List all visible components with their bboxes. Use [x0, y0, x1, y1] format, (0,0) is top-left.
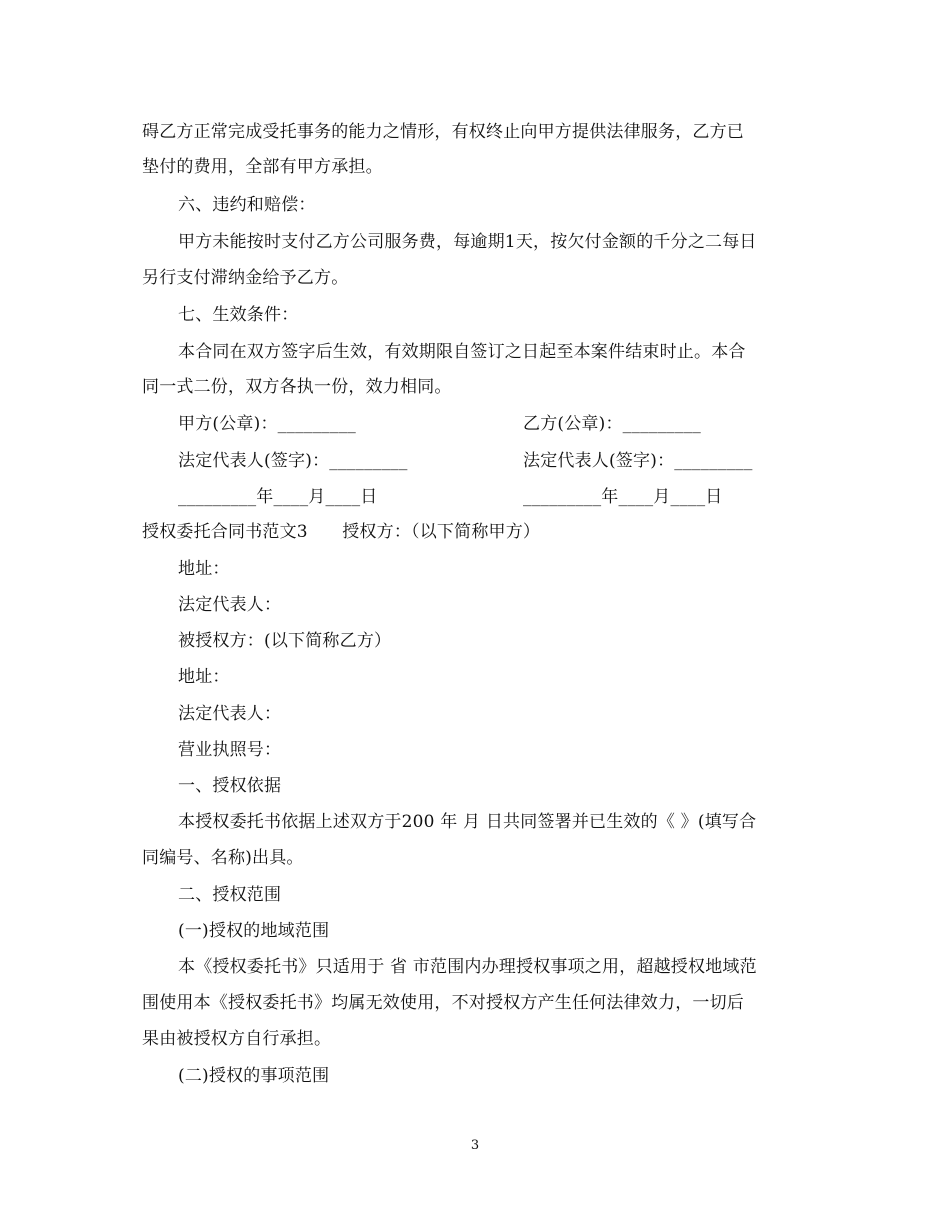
paragraph-line: 本授权委托书依据上述双方于200 年 月 日共同签署并已生效的《 》(填写合	[178, 812, 757, 832]
subsection-heading: (二)授权的事项范围	[178, 1066, 330, 1086]
paragraph-line: 围使用本《授权委托书》均属无效使用，不对授权方产生任何法律效力，一切后	[142, 993, 744, 1013]
party-a-rep-line: 法定代表人(签字)：_________	[178, 451, 408, 471]
field-line: 法定代表人：	[178, 595, 282, 615]
party-b-seal-line: 乙方(公章)：_________	[523, 414, 701, 434]
paragraph-line: 同编号、名称)出具。	[142, 848, 304, 868]
document-title-line: 授权委托合同书范文3 授权方：（以下简称甲方）	[142, 522, 541, 542]
paragraph-line: 甲方未能按时支付乙方公司服务费，每逾期1天，按欠付金额的千分之二每日	[178, 232, 757, 252]
section-heading: 一、授权依据	[178, 776, 282, 796]
page-number: 3	[470, 1138, 480, 1153]
paragraph-line: 本《授权委托书》只适用于 省 市范围内办理授权事项之用，超越授权地域范	[178, 957, 757, 977]
section-heading: 七、生效条件：	[178, 305, 299, 325]
field-line: 地址：	[178, 667, 230, 687]
section-heading: 二、授权范围	[178, 885, 282, 905]
paragraph-line: 碍乙方正常完成受托事务的能力之情形，有权终止向甲方提供法律服务，乙方已	[142, 122, 744, 142]
subsection-heading: (一)授权的地域范围	[178, 921, 330, 941]
field-line: 法定代表人：	[178, 704, 282, 724]
paragraph-line: 同一式二份，双方各执一份，效力相同。	[142, 377, 452, 397]
paragraph-line: 垫付的费用，全部有甲方承担。	[142, 157, 383, 177]
party-a-seal-line: 甲方(公章)：_________	[178, 414, 356, 434]
party-a-date-line: _________年____月____日	[178, 487, 378, 507]
party-b-date-line: _________年____月____日	[523, 487, 723, 507]
paragraph-line: 果由被授权方自行承担。	[142, 1029, 332, 1049]
field-line: 被授权方：(以下简称乙方）	[178, 631, 392, 651]
paragraph-line: 本合同在双方签字后生效，有效期限自签订之日起至本案件结束时止。本合	[178, 342, 746, 362]
party-b-rep-line: 法定代表人(签字)：_________	[523, 451, 753, 471]
field-line: 地址：	[178, 559, 230, 579]
section-heading: 六、违约和赔偿：	[178, 195, 316, 215]
field-line: 营业执照号：	[178, 740, 282, 760]
paragraph-line: 另行支付滞纳金给予乙方。	[142, 268, 349, 288]
